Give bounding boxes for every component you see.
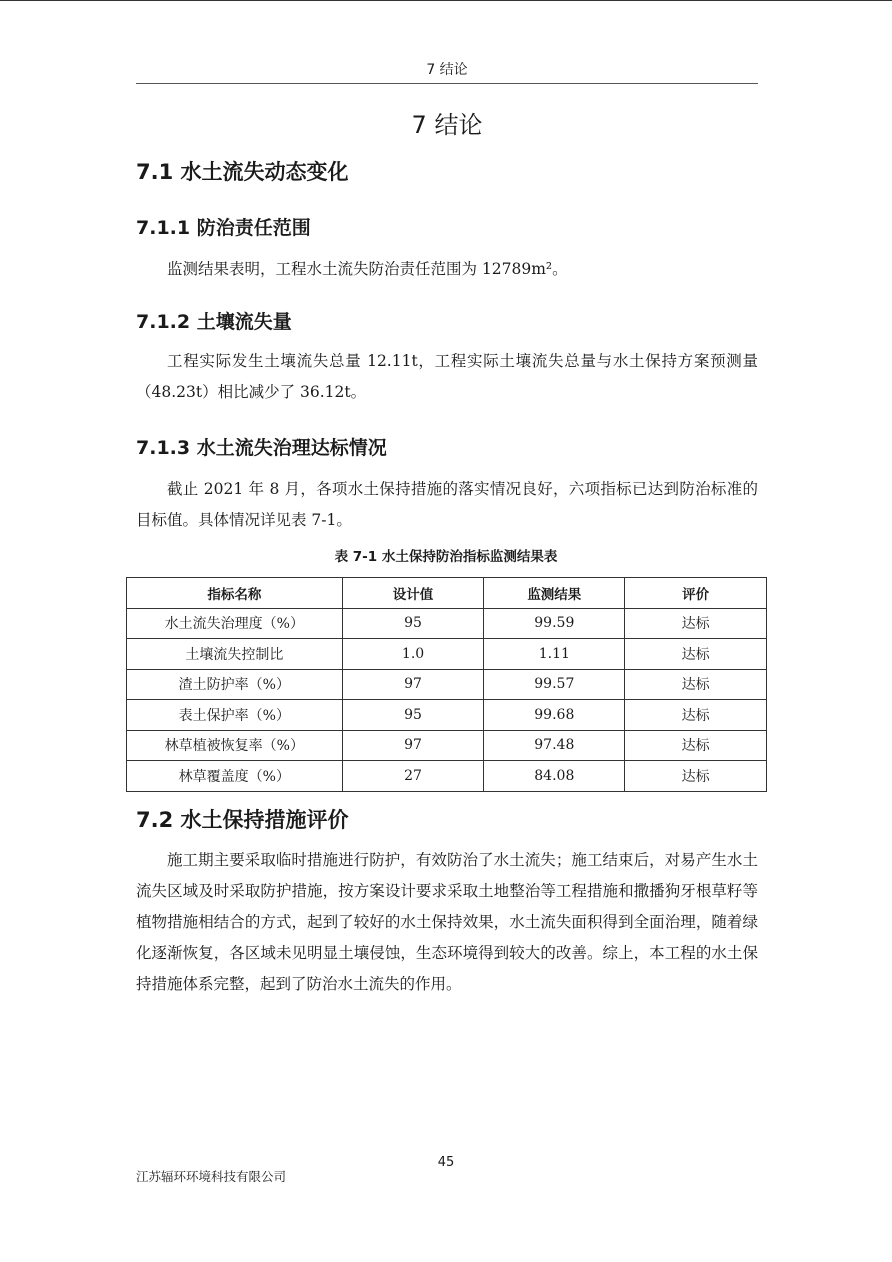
evaluation-cell: 达标 xyxy=(625,761,767,792)
design-value-cell: 27 xyxy=(342,761,484,792)
indicator-name-cell: 土壤流失控制比 xyxy=(127,639,343,670)
table-row xyxy=(127,761,767,792)
design-value-cell: 97 xyxy=(342,730,484,761)
table-caption: 表 7-1 水土保持防治指标监测结果表 xyxy=(334,549,558,565)
running-header: 7 结论 xyxy=(426,62,468,78)
indicator-name-cell: 表土保护率（%） xyxy=(127,700,343,731)
column-header: 评价 xyxy=(625,578,767,609)
table-row xyxy=(127,730,767,761)
table-row xyxy=(127,639,767,670)
table-row xyxy=(127,700,767,731)
monitoring-result-cell: 1.11 xyxy=(484,639,625,670)
indicator-results-table xyxy=(126,577,767,792)
header-divider xyxy=(136,83,758,84)
table-header-row xyxy=(127,578,767,609)
section-7-1-1-heading: 7.1.1 防治责任范围 xyxy=(136,217,311,239)
page-number: 45 xyxy=(437,1155,455,1170)
monitoring-result-cell: 99.57 xyxy=(484,669,625,700)
page-top-border xyxy=(0,0,892,1)
section-7-1-2-paragraph: 工程实际发生土壤流失总量 12.11t，工程实际土壤流失总量与水土保持方案预测量（48.23t）相比减少了 36.12t。 xyxy=(136,352,758,401)
evaluation-cell: 达标 xyxy=(625,700,767,731)
section-7-1-2-heading: 7.1.2 土壤流失量 xyxy=(136,311,292,333)
column-header: 指标名称 xyxy=(127,578,343,609)
table-row xyxy=(127,608,767,639)
section-7-1-1-paragraph: 监测结果表明，工程水土流失防治责任范围为 12789m²。 xyxy=(167,260,568,278)
design-value-cell: 1.0 xyxy=(342,639,484,670)
indicator-name-cell: 林草覆盖度（%） xyxy=(127,761,343,792)
indicator-name-cell: 水土流失治理度（%） xyxy=(127,608,343,639)
table-row xyxy=(127,669,767,700)
section-7-1-heading: 7.1 水土流失动态变化 xyxy=(136,160,349,184)
evaluation-cell: 达标 xyxy=(625,608,767,639)
evaluation-cell: 达标 xyxy=(625,669,767,700)
section-7-2-heading: 7.2 水土保持措施评价 xyxy=(136,808,349,832)
design-value-cell: 97 xyxy=(342,669,484,700)
indicator-name-cell: 林草植被恢复率（%） xyxy=(127,730,343,761)
monitoring-result-cell: 99.59 xyxy=(484,608,625,639)
company-name: 江苏辐环环境科技有限公司 xyxy=(136,1169,287,1184)
monitoring-result-cell: 97.48 xyxy=(484,730,625,761)
evaluation-cell: 达标 xyxy=(625,730,767,761)
section-7-2-paragraph: 施工期主要采取临时措施进行防护，有效防治了水土流失；施工结束后，对易产生水土流失区域及时采取防护措施，按方案设计要求采取土地整治等工程措施和撒播狗牙根草籽等植物措施相结合的方式，起到了较好的水土保持效果，水土流失面积得到全面治理，随着绿化逐渐恢复，各区域未见明显土壤侵蚀，生态环境得到较大的改善。综上，本工程的水土保持措施体系完整，起到了防治水土流失的作用。 xyxy=(136,851,758,993)
column-header: 设计值 xyxy=(342,578,484,609)
design-value-cell: 95 xyxy=(342,608,484,639)
section-7-1-3-heading: 7.1.3 水土流失治理达标情况 xyxy=(136,437,387,459)
monitoring-result-cell: 99.68 xyxy=(484,700,625,731)
evaluation-cell: 达标 xyxy=(625,639,767,670)
monitoring-result-cell: 84.08 xyxy=(484,761,625,792)
indicator-name-cell: 渣土防护率（%） xyxy=(127,669,343,700)
column-header: 监测结果 xyxy=(484,578,625,609)
design-value-cell: 95 xyxy=(342,700,484,731)
chapter-title: 7 结论 xyxy=(411,111,483,139)
section-7-1-3-paragraph: 截止 2021 年 8 月，各项水土保持措施的落实情况良好，六项指标已达到防治标准的目标值。具体情况详见表 7-1。 xyxy=(136,480,758,529)
